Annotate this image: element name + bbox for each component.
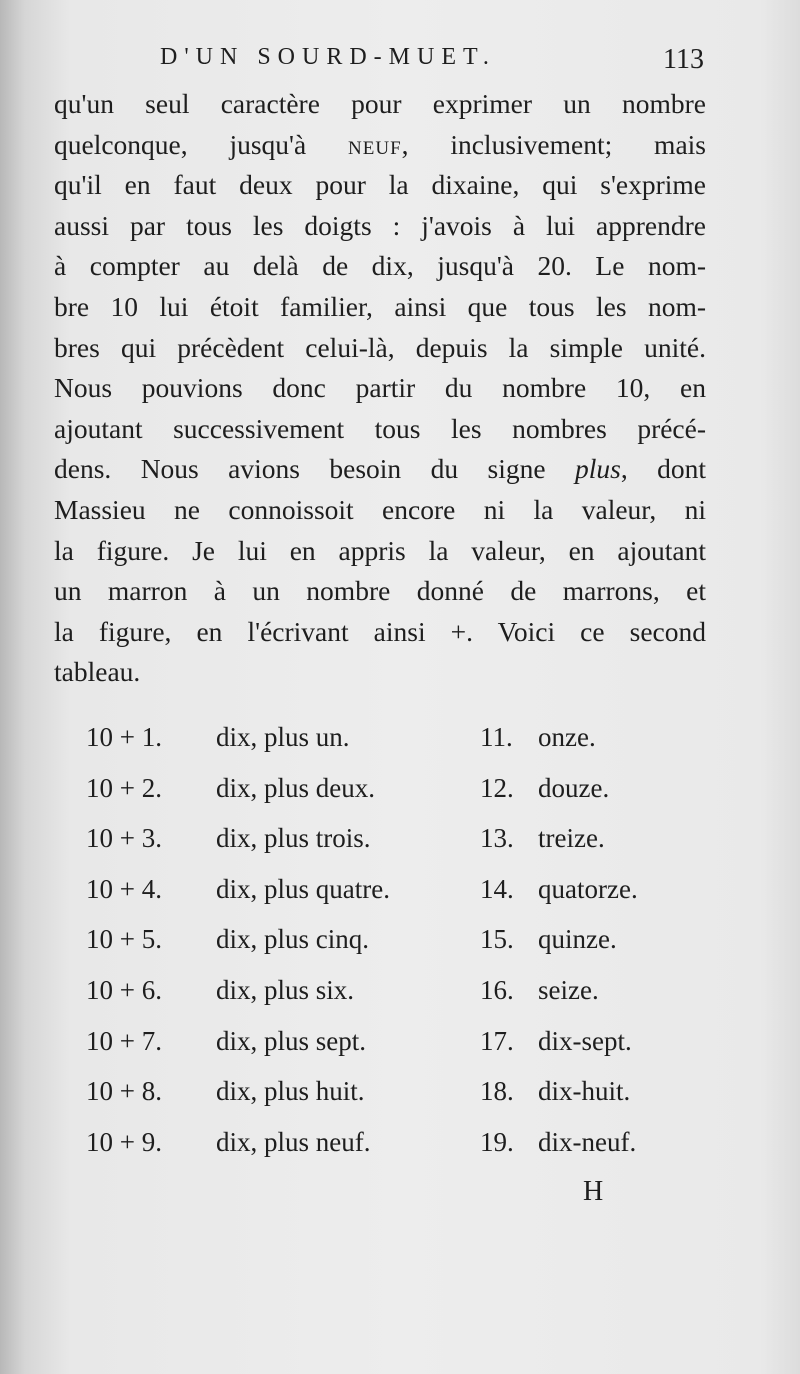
table-row bbox=[86, 874, 686, 925]
text-line bbox=[54, 165, 706, 206]
table-row bbox=[86, 722, 686, 773]
sum-cell: 11. bbox=[480, 722, 513, 752]
sum-cell: 13. bbox=[480, 823, 514, 854]
table-row bbox=[86, 1026, 686, 1077]
sum-cell: 19. bbox=[480, 1126, 514, 1157]
page-header bbox=[0, 44, 800, 84]
phrase-cell: dix, plus neuf. bbox=[216, 1126, 371, 1157]
table-row bbox=[86, 823, 686, 874]
text-line-content: à compter au delà de dix, jusqu'à 20. Le nom- bbox=[54, 250, 706, 282]
table-row bbox=[86, 1076, 686, 1127]
text-line-content: Massieu ne connoissoit encore ni la valeur, ni bbox=[54, 493, 706, 525]
phrase-cell: dix, plus sept. bbox=[216, 1025, 367, 1056]
text-line-content: aussi par tous les doigts : j'avois à lui apprendre bbox=[54, 209, 706, 241]
number-name-cell: dix-sept. bbox=[538, 1025, 632, 1056]
number-name-cell: onze. bbox=[538, 722, 596, 752]
text-line-content: ajoutant successivement tous les nombres précé- bbox=[54, 412, 706, 444]
number-name-cell: seize. bbox=[538, 974, 599, 1005]
text-line-content: la figure, en l'écrivant ainsi +. Voici ce second bbox=[54, 615, 706, 647]
expression-cell: 10 + 8. bbox=[86, 1076, 162, 1107]
sum-cell: 18. bbox=[480, 1076, 514, 1107]
text-line bbox=[54, 652, 706, 693]
addition-table bbox=[86, 722, 686, 1177]
text-line bbox=[54, 409, 706, 450]
text-line-content: , inclusivement; mais bbox=[401, 128, 706, 160]
text-line-content: qu'il en faut deux pour la dixaine, qui s'exprime bbox=[54, 169, 706, 201]
sum-cell: 17. bbox=[480, 1025, 514, 1056]
table-row bbox=[86, 975, 686, 1026]
emphasized-word-neuf: neuf bbox=[348, 128, 402, 160]
number-name-cell: dix-huit. bbox=[538, 1076, 631, 1107]
expression-cell: 10 + 1. bbox=[86, 722, 162, 752]
sum-cell: 14. bbox=[480, 873, 514, 904]
expression-cell: 10 + 7. bbox=[86, 1025, 162, 1056]
text-line bbox=[54, 287, 706, 328]
phrase-cell: dix, plus deux. bbox=[216, 772, 375, 803]
expression-cell: 10 + 9. bbox=[86, 1126, 162, 1157]
table-row bbox=[86, 1127, 686, 1178]
text-line-content: bres qui précèdent celui-là, depuis la simple unité. bbox=[54, 331, 706, 363]
text-line bbox=[54, 246, 706, 287]
table-row bbox=[86, 924, 686, 975]
phrase-cell: dix, plus trois. bbox=[216, 823, 371, 854]
page-number: 113 bbox=[663, 44, 704, 75]
number-name-cell: douze. bbox=[538, 772, 610, 803]
expression-cell: 10 + 5. bbox=[86, 924, 162, 955]
text-line bbox=[54, 612, 706, 653]
phrase-cell: dix, plus quatre. bbox=[216, 873, 390, 904]
number-name-cell: treize. bbox=[538, 823, 605, 854]
text-line-content: dens. Nous avions besoin du signe bbox=[54, 453, 546, 485]
phrase-cell: dix, plus un. bbox=[216, 722, 350, 752]
body-paragraph bbox=[54, 84, 706, 693]
text-line-content: qu'un seul caractère pour exprimer un nombre bbox=[54, 88, 706, 119]
text-line bbox=[54, 206, 706, 247]
number-name-cell: dix-neuf. bbox=[538, 1126, 637, 1157]
text-line-content: quelconque, jusqu'à bbox=[54, 128, 307, 160]
phrase-cell: dix, plus cinq. bbox=[216, 924, 369, 955]
phrase-cell: dix, plus six. bbox=[216, 974, 355, 1005]
sum-cell: 12. bbox=[480, 772, 514, 803]
sum-cell: 15. bbox=[480, 924, 514, 955]
text-line bbox=[54, 368, 706, 409]
text-line bbox=[54, 84, 706, 125]
text-line-content: un marron à un nombre donné de marrons, et bbox=[54, 575, 706, 607]
text-line bbox=[54, 571, 706, 612]
running-title: D'UN SOURD-MUET. bbox=[160, 44, 496, 70]
text-line-content: bre 10 lui étoit familier, ainsi que tous les nom- bbox=[54, 290, 706, 322]
phrase-cell: dix, plus huit. bbox=[216, 1076, 365, 1107]
text-line bbox=[54, 125, 706, 166]
signature-mark: H bbox=[583, 1176, 604, 1207]
expression-cell: 10 + 3. bbox=[86, 823, 162, 854]
text-line bbox=[54, 449, 706, 490]
text-line-content: tableau. bbox=[54, 656, 141, 688]
table-row bbox=[86, 773, 686, 824]
text-line bbox=[54, 328, 706, 369]
text-line-content: , dont bbox=[620, 453, 707, 485]
expression-cell: 10 + 6. bbox=[86, 974, 162, 1005]
italic-word-plus: plus bbox=[574, 453, 621, 485]
sum-cell: 16. bbox=[480, 974, 514, 1005]
expression-cell: 10 + 2. bbox=[86, 772, 162, 803]
text-line-content: la figure. Je lui en appris la valeur, en ajoutant bbox=[54, 534, 706, 566]
text-line-content: Nous pouvions donc partir du nombre 10, en bbox=[54, 372, 706, 404]
number-name-cell: quinze. bbox=[538, 924, 617, 955]
expression-cell: 10 + 4. bbox=[86, 873, 162, 904]
text-line bbox=[54, 490, 706, 531]
number-name-cell: quatorze. bbox=[538, 873, 638, 904]
text-line bbox=[54, 531, 706, 572]
